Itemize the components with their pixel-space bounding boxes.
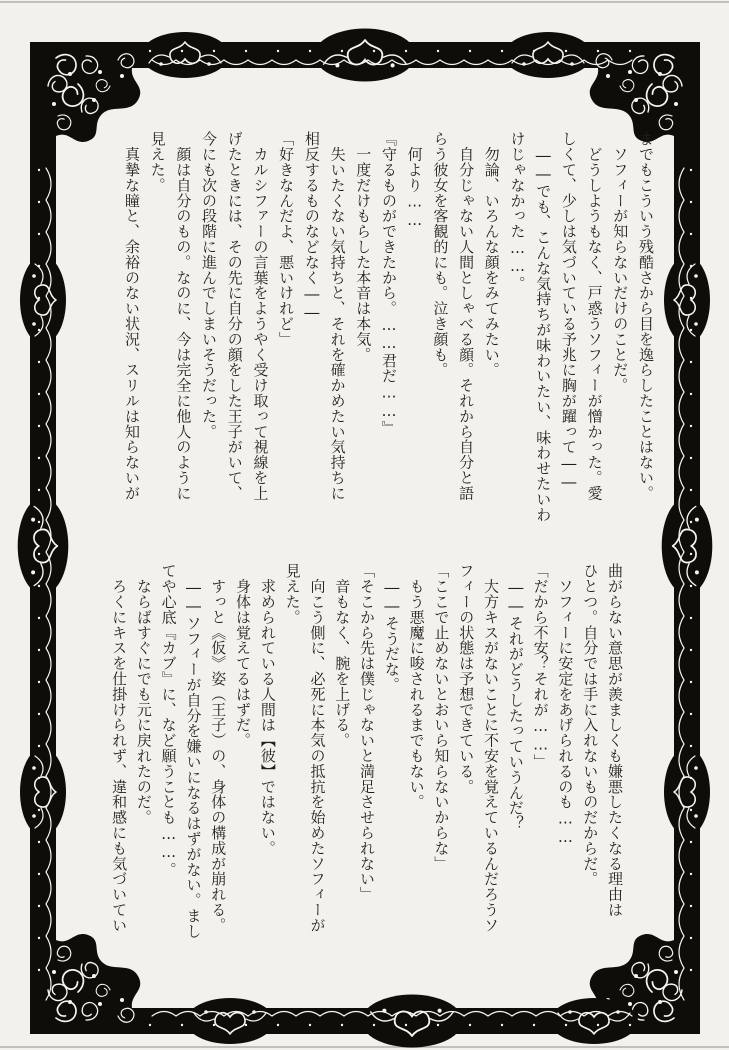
vertical-text-line: ろくにキスを仕掛けられず、違和感にも気づいてい [110,563,129,933]
vertical-text-line: 「好きなんだよ、悪いけれど」 [277,131,296,347]
vertical-text-line: フィーの状態は予想できている。 [457,563,476,794]
vertical-text-line: ――でも、こんな気持ちが味わいたい、味わせたいわ [534,131,553,522]
vertical-text-line: ソフィーに安定をあげられるのも…… [556,563,575,847]
vertical-text-line: ならばすぐにでも元に戻れたのだ。 [134,563,153,825]
vertical-text-line: カルシファーの言葉をようやく受け取って視線を上 [251,131,270,501]
vertical-text-line: 失いたくない気持ちと、それを確かめたい気持ちに [328,131,347,501]
vertical-text-line: 今にも次の段階に進んでしまいそうだった。 [200,131,219,439]
vertical-text-line: 求められている人間は【彼】ではない。 [258,563,277,856]
vertical-text-line: すっと《仮》姿（王子）の、身体の構成が崩れる。 [209,563,228,933]
vertical-text-line: 音もなく、腕を上げる。 [333,563,352,748]
top-text-block [118,131,658,522]
vertical-text-line: ソフィーが知らないだけのことだ。 [611,131,630,393]
vertical-text-line: ――それがどうしたっていうんだ？ [506,563,525,831]
vertical-text-line: 「ここで止めないとおいら知らないからな」 [432,563,451,871]
vertical-text-line: 『守るものができたから。……君だ……』 [379,131,398,436]
vertical-text-line: 勿論、いろんな顔をみてみたい。 [482,131,501,378]
vertical-text-line: 見えた。 [148,131,167,193]
vertical-text-line: 何より…… [405,131,424,230]
vertical-text-line: 自分じゃない人間としゃべる顔。それから自分と語 [457,131,476,501]
vertical-text-line: もう悪魔に唆されるまでもない。 [407,563,426,810]
vertical-text-line: けじゃなかった……。 [508,131,527,291]
vertical-text-line: 曲がらない意思が羨ましくも嫌悪したくなる理由は [606,563,624,918]
vertical-text-line: らう彼女を客観的にも。泣き顔も。 [431,131,450,378]
vertical-text-line: 「だから不安？それが……」 [531,563,550,770]
vertical-text-line: ――そうだな。 [382,563,401,693]
bottom-text-block [106,563,627,939]
vertical-text-line: げたときには、その先に自分の顔をした王子がいて、 [225,131,244,501]
vertical-text-line: 「そこから先は僕じゃないと満足させられない」 [358,563,377,902]
vertical-text-line: 大方キスがないことに不安を覚えているんだろうソ [482,563,501,933]
vertical-text-line: 見えた。 [283,563,302,625]
vertical-text-line: 相反するものなどなく―― [302,131,321,322]
vertical-text-line: 向こう側に、必死に本気の抵抗を始めたソフィーが [308,563,327,933]
vertical-text-line: 真摯な瞳と、余裕のない状況、スリルは知らないが [122,131,141,501]
vertical-text-line: 顔は自分のもの。なのに、今は完全に他人のように [174,131,193,501]
vertical-text-line: しくて、少しは気づいている予兆に胸が躍って―― [559,131,578,492]
vertical-text-line: ――ソフィーが自分を嫌いになるはずがない。まし [184,563,203,939]
vertical-text-line: ひとつ。自分では手に入れないものだからだ。 [581,563,600,887]
vertical-text-line: どうしようもなく、戸惑うソフィーが憎かった。愛 [585,131,604,501]
vertical-text-line: てや心底『カブ』に、など願うことも……。 [159,563,178,877]
vertical-text-line: 一度だけもらした本音は本気。 [354,131,373,362]
vertical-text-line: 身体は覚えてるはずだ。 [234,563,253,748]
vertical-text-line: までもこういう残酷さから目を逸らしたことはない。 [637,131,655,501]
